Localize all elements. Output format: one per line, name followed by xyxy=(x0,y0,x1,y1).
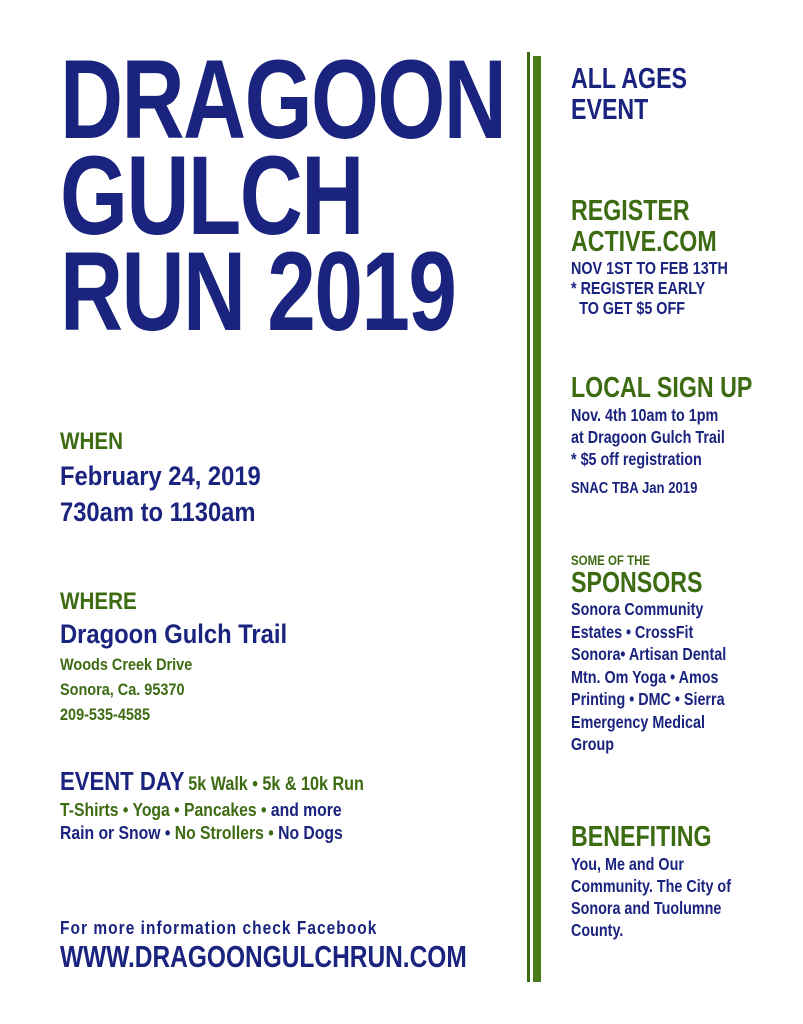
event-day-extras: T-Shirts • Yoga • Pancakes • xyxy=(60,799,267,820)
where-heading: WHERE xyxy=(60,588,137,615)
sponsors-pre: SOME OF THE xyxy=(571,552,651,568)
where-place: Dragoon Gulch Trail xyxy=(60,619,288,649)
sponsor-line: Sonora Community xyxy=(571,599,704,619)
where-phone: 209-535-4585 xyxy=(60,705,150,724)
website-link[interactable]: WWW.DRAGOONGULCHRUN.COM xyxy=(60,939,467,974)
benefiting-heading: BENEFITING xyxy=(571,821,712,853)
event-day-dogs: No Dogs xyxy=(273,822,343,843)
sponsors-section xyxy=(571,552,760,756)
sponsor-line: Estates • CrossFit xyxy=(571,621,694,642)
event-day-strollers: No Strollers • xyxy=(170,822,274,843)
register-site[interactable]: ACTIVE.COM xyxy=(571,226,717,258)
sponsor-line: Printing • DMC • Sierra xyxy=(571,689,725,709)
local-signup-line-3: * $5 off registration xyxy=(571,449,702,469)
event-day-heading: EVENT DAY xyxy=(60,766,185,796)
benefiting-line: Community. The City of xyxy=(571,876,731,896)
local-signup-line-2: at Dragoon Gulch Trail xyxy=(571,427,725,447)
benefiting-section xyxy=(571,822,766,941)
event-day-more: and more xyxy=(266,799,342,820)
benefiting-line: You, Me and Our xyxy=(571,854,684,874)
local-signup-section xyxy=(571,373,798,500)
where-city: Sonora, Ca. 95370 xyxy=(60,680,185,699)
sponsors-heading: SPONSORS xyxy=(571,567,703,599)
sponsor-line: Emergency Medical xyxy=(571,711,705,732)
title-line-2: GULCH xyxy=(60,133,363,258)
event-date: February 24, 2019 xyxy=(60,461,261,491)
register-heading: REGISTER xyxy=(571,195,690,227)
local-signup-line-4: SNAC TBA Jan 2019 xyxy=(571,480,698,497)
event-time: 730am to 1130am xyxy=(60,497,256,527)
when-section xyxy=(60,428,288,530)
event-title xyxy=(60,37,631,354)
event-day-section xyxy=(60,766,417,844)
all-ages-line-2: EVENT xyxy=(571,94,649,126)
column-divider xyxy=(527,52,530,982)
all-ages-section xyxy=(571,64,716,126)
register-note-2: TO GET $5 OFF xyxy=(579,298,685,318)
sponsor-line: Group xyxy=(571,734,615,754)
all-ages-line-1: ALL AGES xyxy=(571,63,688,95)
when-heading: WHEN xyxy=(60,428,124,455)
benefiting-line: County. xyxy=(571,920,624,940)
sponsor-line: Sonora• Artisan Dental xyxy=(571,644,727,664)
benefiting-line: Sonora and Tuolumne xyxy=(571,898,722,918)
event-day-weather: Rain or Snow • xyxy=(60,822,171,843)
footer xyxy=(60,918,575,975)
register-dates: NOV 1ST TO FEB 13TH xyxy=(571,258,728,278)
where-street: Woods Creek Drive xyxy=(60,655,193,674)
register-section xyxy=(571,196,762,318)
facebook-info: For more information check Facebook xyxy=(60,918,378,938)
event-day-runs: 5k Walk • 5k & 10k Run xyxy=(188,774,364,795)
local-signup-heading: LOCAL SIGN UP xyxy=(571,372,753,404)
column-divider-accent xyxy=(533,56,541,982)
local-signup-line-1: Nov. 4th 10am to 1pm xyxy=(571,405,719,425)
title-line-1: DRAGOON xyxy=(60,37,506,162)
register-note-1: * REGISTER EARLY xyxy=(571,278,706,298)
sponsor-line: Mtn. Om Yoga • Amos xyxy=(571,666,719,687)
title-line-3: RUN 2019 xyxy=(60,229,456,354)
where-section xyxy=(60,588,318,727)
